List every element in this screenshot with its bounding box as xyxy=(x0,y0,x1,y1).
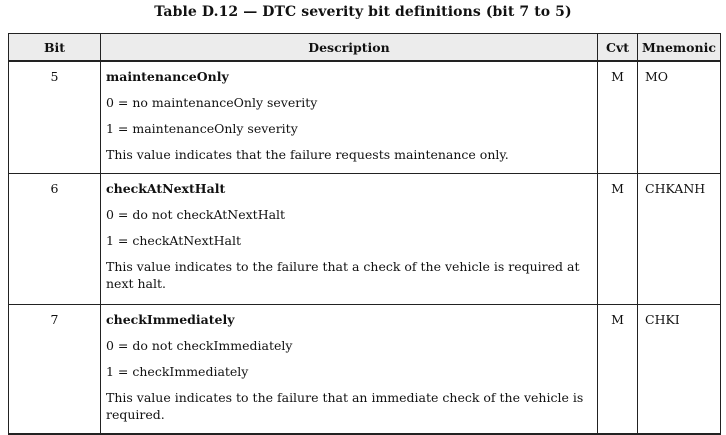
value-definition: 1 = maintenanceOnly severity xyxy=(106,121,298,136)
header-bit: Bit xyxy=(9,34,101,62)
bit-cell: 7 xyxy=(9,305,101,435)
table-row xyxy=(9,305,721,435)
description-note: This value indicates to the failure that an immediate check of the vehicle is required. xyxy=(106,390,584,422)
bit-cell: 6 xyxy=(9,174,101,305)
header-cvt: Cvt xyxy=(598,34,638,62)
mnemonic-cell: MO xyxy=(638,61,721,174)
cvt-cell: M xyxy=(598,305,638,435)
dtc-severity-table xyxy=(8,33,721,435)
description-cell xyxy=(101,61,598,174)
bit-cell: 5 xyxy=(9,61,101,174)
value-definition: 1 = checkImmediately xyxy=(106,364,249,379)
cvt-cell: M xyxy=(598,174,638,305)
cvt-cell: M xyxy=(598,61,638,174)
table-row xyxy=(9,174,721,305)
value-definition: 0 = do not checkAtNextHalt xyxy=(106,207,286,222)
value-definition: 0 = no maintenanceOnly severity xyxy=(106,95,318,110)
mnemonic-cell: CHKANH xyxy=(638,174,721,305)
header-description: Description xyxy=(101,34,598,62)
header-mnemonic: Mnemonic xyxy=(638,34,721,62)
parameter-name: checkAtNextHalt xyxy=(106,181,226,196)
parameter-name: maintenanceOnly xyxy=(106,69,229,84)
table-header-row xyxy=(9,34,721,62)
parameter-name: checkImmediately xyxy=(106,312,235,327)
value-definition: 0 = do not checkImmediately xyxy=(106,338,293,353)
table-caption: Table D.12 — DTC severity bit definitions (bit 7 to 5) xyxy=(154,4,572,20)
description-note: This value indicates that the failure requests maintenance only. xyxy=(106,147,509,162)
value-definition: 1 = checkAtNextHalt xyxy=(106,233,242,248)
description-note: This value indicates to the failure that a check of the vehicle is required at next halt. xyxy=(106,259,580,291)
mnemonic-cell: CHKI xyxy=(638,305,721,435)
table-row xyxy=(9,61,721,174)
description-cell xyxy=(101,305,598,435)
description-cell xyxy=(101,174,598,305)
